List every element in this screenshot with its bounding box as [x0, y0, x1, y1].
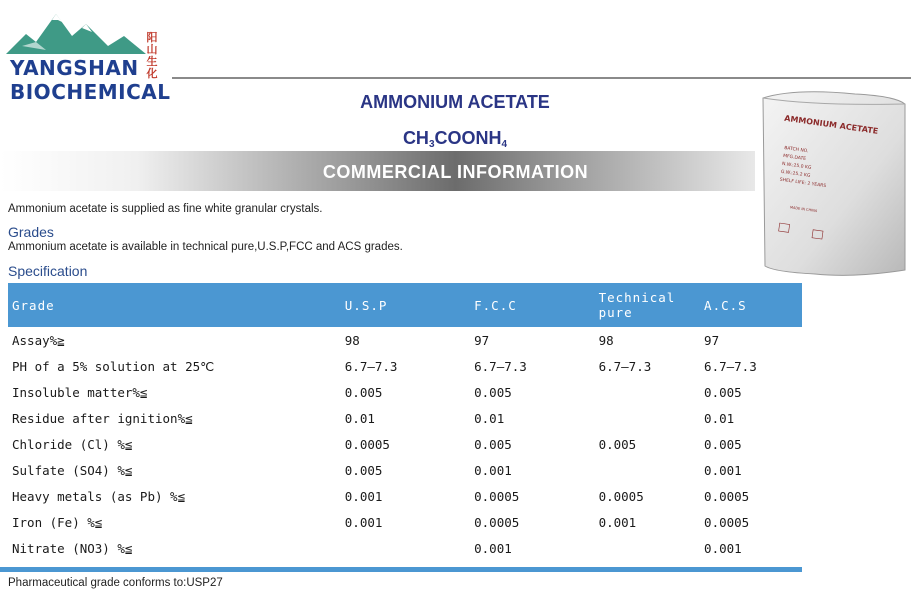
table-row [8, 379, 802, 405]
table-row [8, 457, 802, 483]
mountain-logo-icon [6, 6, 146, 58]
table-cell: 0.01 [474, 410, 505, 426]
table-cell [595, 379, 700, 405]
table-cell: 0.005 [704, 436, 742, 452]
column-header: Technical pure [595, 283, 700, 327]
table-cell: 0.005 [704, 384, 742, 400]
table-cell: Chloride (Cl) %≦ [12, 436, 133, 452]
table-row [8, 483, 802, 509]
table-cell: 0.0005 [704, 488, 750, 504]
table-cell: 98 [598, 332, 614, 348]
grades-text: Ammonium acetate is available in technical pure,U.S.P,FCC and ACS grades. [8, 241, 403, 253]
table-cell: Residue after ignition%≦ [12, 410, 193, 426]
svg-text:MADE IN CHINA: MADE IN CHINA [789, 205, 818, 214]
table-cell: 0.0005 [474, 514, 520, 530]
table-cell: 0.001 [598, 514, 637, 530]
table-cell: 0.01 [344, 410, 375, 426]
svg-text:G.W.:25.2 KG: G.W.:25.2 KG [780, 169, 811, 179]
table-cell: 0.005 [344, 384, 383, 400]
svg-text:MFG.DATE: MFG.DATE [782, 153, 807, 163]
table-cell: 97 [474, 332, 490, 348]
table-cell: 0.005 [344, 462, 383, 478]
column-header: F.C.C [470, 283, 594, 327]
logo-seal: 阳 山 生 化 [146, 31, 158, 80]
table-cell [595, 405, 700, 431]
table-cell: Heavy metals (as Pb) %≦ [12, 488, 186, 504]
table-row [8, 509, 802, 535]
column-header: Grade [8, 283, 341, 327]
table-cell: Insoluble matter%≦ [12, 384, 148, 400]
section-bar-title: COMMERCIAL INFORMATION [322, 162, 589, 182]
company-logo [6, 6, 171, 104]
header-rule [172, 77, 911, 79]
grades-heading: Grades [8, 224, 54, 240]
company-name-line1: YANGSHAN [10, 56, 139, 80]
table-cell [341, 535, 470, 561]
table-cell: Assay%≧ [12, 332, 65, 348]
table-cell: 0.0005 [474, 488, 520, 504]
specification-table [8, 283, 802, 561]
table-cell: 6.7—7.3 [598, 358, 652, 374]
svg-text:BATCH NO.: BATCH NO. [783, 145, 809, 155]
table-cell: 0.001 [704, 462, 742, 478]
table-cell: 6.7—7.3 [474, 358, 527, 374]
table-cell: 0.0005 [598, 488, 644, 504]
svg-text:AMMONIUM ACETATE: AMMONIUM ACETATE [783, 113, 879, 136]
product-name: AMMONIUM ACETATE [360, 92, 550, 112]
table-cell: 97 [704, 332, 720, 348]
table-cell: 0.001 [344, 514, 383, 530]
table-cell: 0.005 [474, 436, 512, 452]
table-cell: Sulfate (SO4) %≦ [12, 462, 133, 478]
table-cell: 0.005 [474, 384, 512, 400]
svg-text:N.W.:25.0 KG: N.W.:25.0 KG [781, 161, 812, 171]
product-formula: $CH_3COONH_4$ [402, 128, 508, 150]
table-bottom-rule [0, 567, 802, 572]
table-cell: 0.0005 [344, 436, 390, 452]
table-cell: Nitrate (NO3) %≦ [12, 540, 133, 556]
description-text: Ammonium acetate is supplied as fine white granular crystals. [8, 203, 323, 215]
table-cell: 0.001 [474, 540, 512, 556]
table-header-row [8, 283, 802, 327]
product-bag-image [755, 86, 911, 282]
table-row [8, 431, 802, 457]
table-cell: 0.001 [704, 540, 742, 556]
table-cell: PH of a 5% solution at 25℃ [12, 358, 215, 374]
specification-heading: Specification [8, 263, 88, 279]
footer-note: Pharmaceutical grade conforms to:USP27 [8, 577, 223, 589]
company-name-line2: BIOCHEMICAL [10, 80, 171, 104]
table-cell: 0.0005 [704, 514, 750, 530]
table-cell: Iron (Fe) %≦ [12, 514, 103, 530]
table-cell: 6.7—7.3 [344, 358, 398, 374]
table-cell: 0.001 [474, 462, 512, 478]
table-cell: 6.7—7.3 [704, 358, 757, 374]
table-cell: 0.005 [598, 436, 637, 452]
table-cell: 98 [344, 332, 360, 348]
column-header: A.C.S [700, 283, 802, 327]
table-row [8, 405, 802, 431]
table-cell: 0.001 [344, 488, 383, 504]
svg-text:SHELF LIFE: 2 YEARS: SHELF LIFE: 2 YEARS [779, 177, 827, 190]
table-cell [595, 457, 700, 483]
table-cell: 0.01 [704, 410, 735, 426]
column-header: U.S.P [341, 283, 470, 327]
table-row [8, 353, 802, 379]
table-cell [595, 535, 700, 561]
table-row [8, 535, 802, 561]
table-row [8, 327, 802, 353]
